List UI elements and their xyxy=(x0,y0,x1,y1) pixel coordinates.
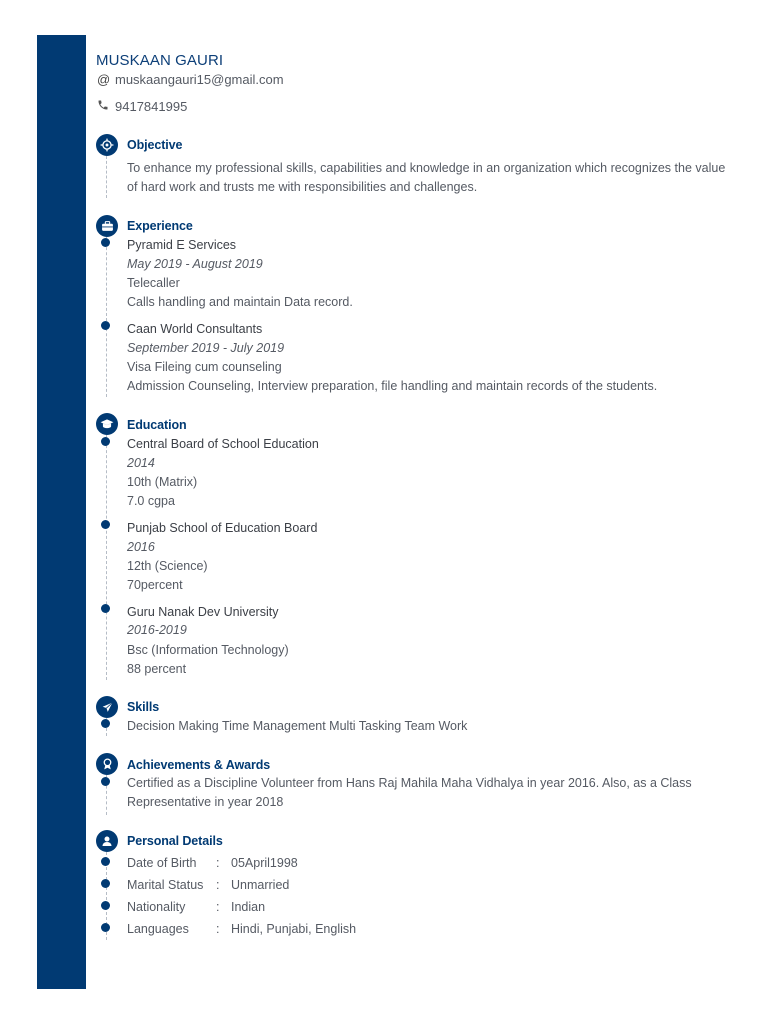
achievements-heading: Achievements & Awards xyxy=(127,758,271,772)
timeline-dot xyxy=(101,923,110,932)
timeline-line xyxy=(106,156,107,198)
colon-separator: : xyxy=(216,856,220,870)
experience-role: Telecaller xyxy=(127,276,180,290)
experience-desc: Admission Counseling, Interview preparation, file handling and maintain records of the students. xyxy=(127,379,658,393)
experience-org: Caan World Consultants xyxy=(127,322,263,336)
skills-text: Decision Making Time Management Multi Tasking Team Work xyxy=(127,719,468,733)
personal-value: 05April1998 xyxy=(231,856,298,870)
objective-text: To enhance my professional skills, capabilities and knowledge in an organization which recognizes the value of hard work and trusts me with responsibilities and challenges. xyxy=(127,161,726,194)
timeline-dot xyxy=(101,520,110,529)
education-period: 2014 xyxy=(127,456,155,470)
education-score: 7.0 cgpa xyxy=(127,494,175,508)
experience-role: Visa Fileing cum counseling xyxy=(127,360,282,374)
personal-value: Hindi, Punjabi, English xyxy=(231,922,357,936)
colon-separator: : xyxy=(216,900,220,914)
at-icon: @ xyxy=(97,72,111,87)
timeline-dot xyxy=(101,777,110,786)
education-degree: 12th (Science) xyxy=(127,559,208,573)
personal-label: Marital Status xyxy=(127,878,204,892)
education-org: Punjab School of Education Board xyxy=(127,521,318,535)
education-degree: 10th (Matrix) xyxy=(127,475,198,489)
timeline-line xyxy=(106,237,107,397)
timeline-line xyxy=(106,435,107,680)
experience-heading: Experience xyxy=(127,219,193,233)
award-icon xyxy=(96,753,118,775)
timeline-dot xyxy=(101,879,110,888)
timeline-dot xyxy=(101,604,110,613)
achievements-text: Certified as a Discipline Volunteer from Hans Raj Mahila Maha Vidhalya in year 2016. Also, as a Class Representative in year 2018 xyxy=(127,776,692,809)
education-heading: Education xyxy=(127,418,187,432)
target-icon xyxy=(96,134,118,156)
timeline-dot xyxy=(101,857,110,866)
timeline-dot xyxy=(101,901,110,910)
education-period: 2016-2019 xyxy=(127,623,187,637)
experience-period: September 2019 - July 2019 xyxy=(127,341,285,355)
education-org: Guru Nanak Dev University xyxy=(127,605,279,619)
objective-heading: Objective xyxy=(127,138,183,152)
personal-label: Languages xyxy=(127,922,189,936)
sidebar-band xyxy=(37,35,86,989)
candidate-name: MUSKAAN GAURI xyxy=(96,52,224,69)
experience-period: May 2019 - August 2019 xyxy=(127,257,263,271)
email-row xyxy=(97,72,284,87)
graduation-cap-icon xyxy=(96,413,118,435)
education-score: 70percent xyxy=(127,578,183,592)
timeline-dot xyxy=(101,238,110,247)
phone-text: 9417841995 xyxy=(115,99,188,114)
personal-value: Indian xyxy=(231,900,266,914)
skills-heading: Skills xyxy=(127,700,160,714)
timeline-dot xyxy=(101,719,110,728)
personal-details-heading: Personal Details xyxy=(127,834,223,848)
timeline-dot xyxy=(101,437,110,446)
colon-separator: : xyxy=(216,922,220,936)
education-score: 88 percent xyxy=(127,662,187,676)
user-icon xyxy=(96,830,118,852)
education-degree: Bsc (Information Technology) xyxy=(127,643,289,657)
phone-icon xyxy=(97,99,115,114)
colon-separator: : xyxy=(216,878,220,892)
personal-label: Date of Birth xyxy=(127,856,197,870)
experience-org: Pyramid E Services xyxy=(127,238,237,252)
email-text: muskaangauri15@gmail.com xyxy=(115,72,284,87)
briefcase-icon xyxy=(96,215,118,237)
phone-row xyxy=(97,99,187,114)
education-period: 2016 xyxy=(127,540,155,554)
timeline-dot xyxy=(101,321,110,330)
education-org: Central Board of School Education xyxy=(127,437,319,451)
personal-value: Unmarried xyxy=(231,878,290,892)
personal-label: Nationality xyxy=(127,900,186,914)
rocket-icon xyxy=(96,696,118,718)
experience-desc: Calls handling and maintain Data record. xyxy=(127,295,353,309)
